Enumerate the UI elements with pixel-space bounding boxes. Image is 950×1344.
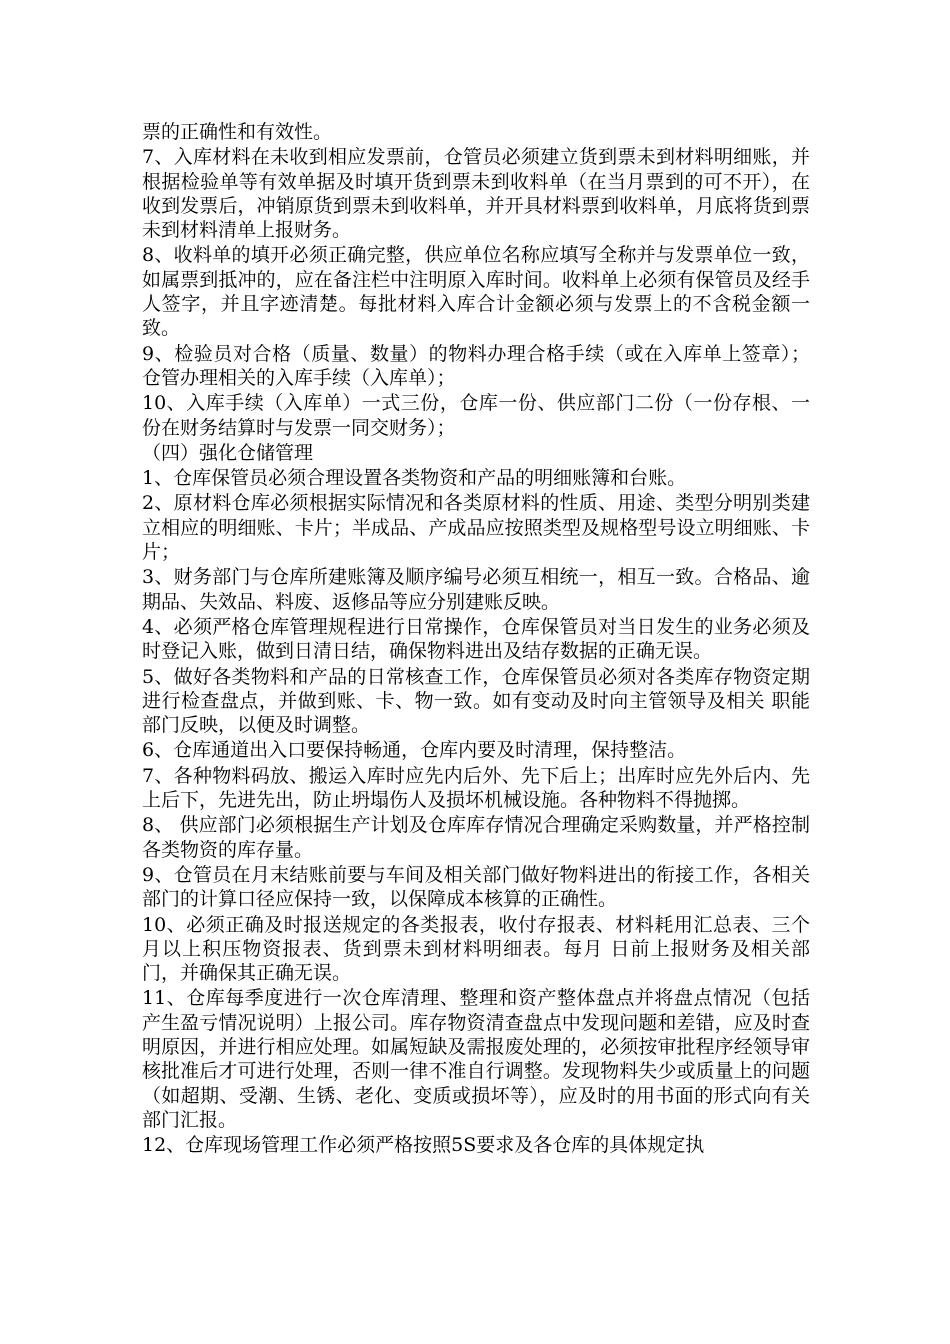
paragraph-item-9-month-end: 9、仓管员在月末结账前要与车间及相关部门做好物料进出的衔接工作，各相关部门的计算口径应保持一致，以保障成本核算的正确性。	[142, 863, 810, 911]
paragraph-item-10-inbound: 10、入库手续（入库单）一式三份，仓库一份、供应部门二份（一份存根、一份在财务结算时与发票一同交财务）；	[142, 392, 810, 439]
paragraph-item-2-raw-material: 2、原材料仓库必须根据实际情况和各类原材料的性质、用途、类型分明别类建立相应的明细账、卡片；半成品、产成品应按照类型及规格型号设立明细账、卡片；	[142, 492, 810, 564]
paragraph-item-9-inspection: 9、检验员对合格（质量、数量）的物料办理合格手续（或在入库单上签章）； 仓管办理相关的入库手续（入库单）；	[142, 342, 810, 389]
paragraph-item-8-receipt-form: 8、收料单的填开必须正确完整，供应单位名称应填写全称并与发票单位一致，如属票到抵冲的，应在备注栏中注明原入库时间。收料单上必须有保管员及经手人签字，并且字迹清楚。每批材料入库合计金额必须与发票上的不含税金额一致。	[142, 244, 810, 340]
paragraph-continuation: 票的正确性和有效性。	[142, 121, 333, 143]
paragraph-item-5-inspection: 5、做好各类物料和产品的日常核查工作，仓库保管员必须对各类库存物资定期进行检查盘点，并做到账、卡、物一致。如有变动及时向主管领导及相关 职能部门反映，以便及时调整。	[142, 665, 810, 737]
paragraph-item-1-ledger: 1、仓库保管员必须合理设置各类物资和产品的明细账簿和台账。	[142, 467, 687, 490]
paragraph-item-4-procedure: 4、必须严格仓库管理规程进行日常操作，仓库保管员对当日发生的业务必须及时登记入账，做到日清日结，确保物料进出及结存数据的正确无误。	[142, 615, 810, 663]
paragraph-item-6-aisle: 6、仓库通道出入口要保持畅通，仓库内要及时清理，保持整洁。	[142, 739, 687, 762]
paragraph-item-8-purchasing: 8、 供应部门必须根据生产计划及仓库库存情况合理确定采购数量，并严格控制各类物资的库存量。	[142, 814, 810, 861]
document-body	[142, 120, 810, 1158]
paragraph-item-10-reports: 10、必须正确及时报送规定的各类报表，收付存报表、材料耗用汇总表、三个月以上积压物资报表、货到票未到材料明细表。每月 日前上报财务及相关部门，并确保其正确无误。	[142, 913, 810, 985]
paragraph-item-12-5s: 12、仓库现场管理工作必须严格按照5S要求及各仓库的具体规定执	[142, 1134, 705, 1157]
paragraph-item-3-finance: 3、财务部门与仓库所建账簿及顺序编号必须互相统一，相互一致。合格品、逾期品、失效品、料废、返修品等应分别建账反映。	[142, 566, 810, 613]
section-heading: （四）强化仓储管理	[142, 441, 314, 464]
paragraph-item-11-stocktake: 11、仓库每季度进行一次仓库清理、整理和资产整体盘点并将盘点情况（包括产生盈亏情况说明）上报公司。库存物资清查盘点中发现问题和差错，应及时查明原因，并进行相应处理。如属短缺及需报废处理的，必须按审批程序经领导审核批准后才可进行处理，否则一律不准自行调整。发现物料失少或质量上的问题（如超期、受潮、生锈、老化、变质或损坏等），应及时的用书面的形式向有关部门汇报。	[142, 987, 810, 1131]
paragraph-item-7-stacking: 7、各种物料码放、搬运入库时应先内后外、先下后上；出库时应先外后内、先上后下，先进先出，防止坍塌伤人及损坏机械设施。各种物料不得抛掷。	[142, 764, 810, 812]
paragraph-item-7-receipt: 7、入库材料在未收到相应发票前，仓管员必须建立货到票未到材料明细账，并根据检验单等有效单据及时填开货到票未到收料单（在当月票到的可不开），在收到发票后，冲销原货到票未到收料单，并开具材料票到收料单，月底将货到票未到材料清单上报财务。	[142, 146, 810, 242]
